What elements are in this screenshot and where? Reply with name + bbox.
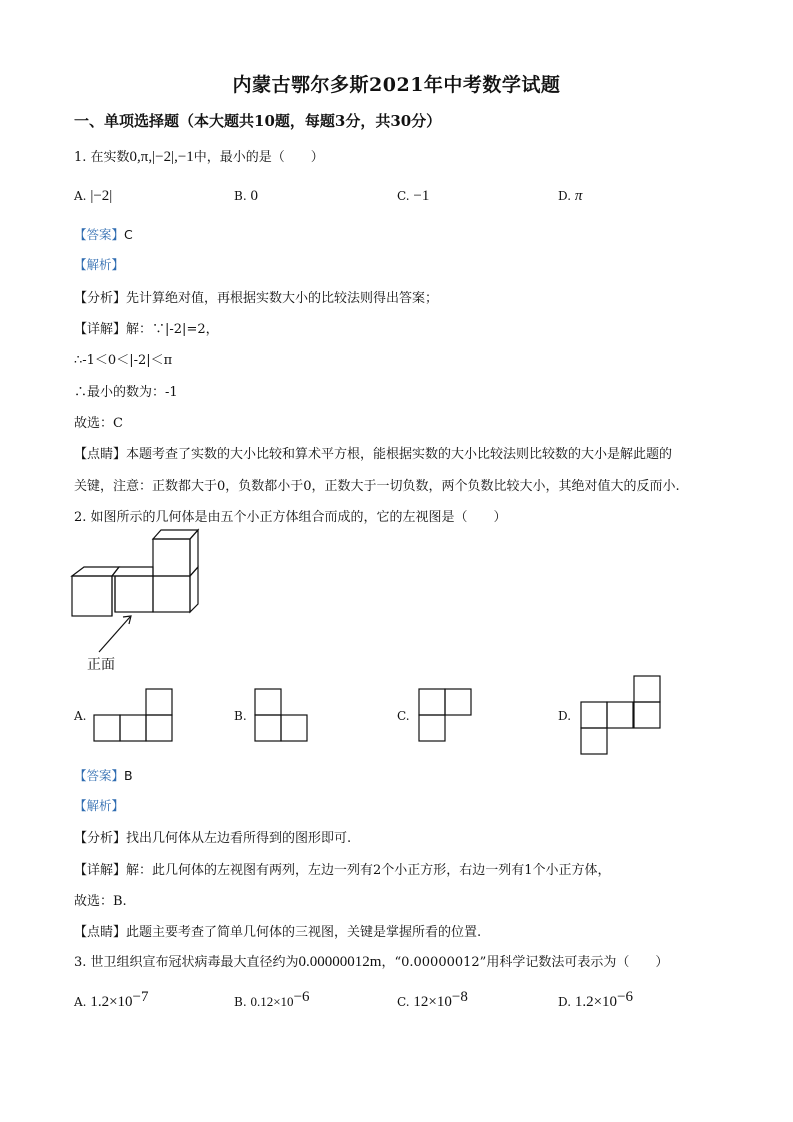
option-value: π [574, 188, 583, 204]
option-exp: −6 [617, 989, 634, 1005]
dianjing-text: 此题主要考查了简单几何体的三视图，关键是掌握所看的位置. [126, 925, 482, 940]
q3-option-a [74, 989, 149, 1011]
fenxi-text: 先计算绝对值，再根据实数大小的比较法则得出答案； [126, 291, 439, 306]
q2-option-c: C. [397, 709, 410, 723]
cube-top [112, 567, 153, 576]
option-letter: D. [558, 189, 572, 203]
dianjing-label: 【点睛】 [74, 447, 127, 462]
q1-dianjing-2: 关键，注意：正数都大于0，负数都小于0，正数大于一切负数，两个负数比较大小，其绝对值大的反而小. [74, 479, 680, 494]
fenxi-label: 【分析】 [74, 831, 127, 846]
view-square [581, 702, 607, 728]
option-letter: A. [74, 189, 87, 203]
answer-value: B [124, 768, 133, 783]
view-square [146, 715, 172, 741]
q2-option-d: D. [558, 709, 572, 723]
fenxi-text: 找出几何体从左边看所得到的图形即可. [126, 831, 352, 846]
q2-analysis-label: 【解析】 [74, 798, 125, 813]
option-value: 0 [250, 188, 258, 204]
q2-fenxi [74, 827, 351, 846]
q2-answer [74, 765, 133, 784]
view-square [634, 702, 660, 728]
option-letter: D. [558, 995, 572, 1009]
option-value: −1 [413, 188, 430, 204]
view-square [607, 702, 633, 728]
xiangjie-label: 【详解】 [74, 863, 127, 878]
q3-option-b [234, 989, 310, 1010]
q2-choice: 故选：B. [74, 894, 127, 909]
answer-label: 【答案】 [74, 768, 125, 783]
option-exp: −7 [132, 989, 149, 1005]
q3-stem-value: 0.00000012m [298, 954, 382, 970]
view-square [94, 715, 120, 741]
fenxi-label: 【分析】 [74, 291, 127, 306]
q2-option-b: B. [234, 709, 247, 723]
option-exp: −8 [451, 989, 468, 1005]
option-base: 1.2×10 [90, 994, 133, 1010]
view-square [120, 715, 146, 741]
cube-face [72, 576, 112, 616]
option-value: |−2| [90, 188, 113, 204]
q3-stem [74, 951, 668, 971]
q2-option-a: A. [74, 709, 87, 723]
q2-stem: 2. 如图所示的几何体是由五个小正方体组合而成的，它的左视图是（ ） [74, 510, 507, 525]
view-square [634, 676, 660, 702]
q1-step3: ∴最小的数为：-1 [74, 385, 178, 400]
option-base: 1.2×10 [574, 994, 618, 1010]
option-letter: B. [234, 189, 247, 203]
q1-step2: ∴-1＜0＜|-2|＜π [74, 353, 173, 368]
q2-xiangjie [74, 859, 611, 878]
option-letter: C. [397, 189, 410, 203]
view-square [255, 715, 281, 741]
view-square [419, 715, 445, 741]
q1-stem-pre: 1. 在实数 [74, 150, 130, 165]
cube-face [115, 576, 153, 612]
view-square [445, 689, 471, 715]
q1-stem-post: 中，最小的是（ ） [193, 150, 324, 165]
page-title: 内蒙古鄂尔多斯2021年中考数学试题 [232, 74, 561, 96]
section-heading: 一、单项选择题（本大题共10题，每题3分，共30分） [74, 112, 442, 130]
option-base: 12×10 [413, 994, 452, 1010]
dianjing-label: 【点睛】 [74, 925, 127, 940]
xiangjie-text: 解：∵|-2|=2， [126, 322, 219, 337]
option-letter: C. [397, 995, 410, 1009]
cube-face [153, 576, 190, 612]
arrow-line [99, 617, 130, 652]
q2-dianjing [74, 921, 481, 940]
q1-analysis-label: 【解析】 [74, 257, 125, 272]
view-square [255, 689, 281, 715]
option-letter: A. [74, 995, 87, 1009]
option-base: 0.12×10 [250, 994, 294, 1009]
cube-side [190, 567, 198, 612]
view-square [581, 728, 607, 754]
q3-option-c [397, 989, 468, 1011]
option-letter: B. [234, 995, 247, 1009]
q3-stem-pre: 3. 世卫组织宣布冠状病毒最大直径约为 [74, 955, 299, 970]
xiangjie-label: 【详解】 [74, 322, 127, 337]
answer-value: C [124, 227, 133, 242]
view-square [281, 715, 307, 741]
q3-stem-post: ，“0.00000012”用科学记数法可表示为（ ） [381, 955, 669, 970]
dianjing-text: 本题考查了实数的大小比较和算术平方根，能根据实数的大小比较法则比较数的大小是解此题的 [126, 447, 673, 462]
answer-label: 【答案】 [74, 227, 125, 242]
xiangjie-text: 解：此几何体的左视图有两列，左边一列有2个小正方形，右边一列有1个小正方体， [126, 863, 611, 878]
q1-stem-nums: 0,π,|−2|,−1 [129, 149, 194, 165]
q3-option-d [558, 989, 633, 1011]
cube-face [153, 539, 190, 576]
view-square [146, 689, 172, 715]
option-exp: −6 [293, 989, 310, 1005]
view-square [419, 689, 445, 715]
cube-top [72, 567, 119, 576]
q1-choice: 故选：C [74, 416, 123, 431]
front-label: 正面 [87, 657, 115, 673]
